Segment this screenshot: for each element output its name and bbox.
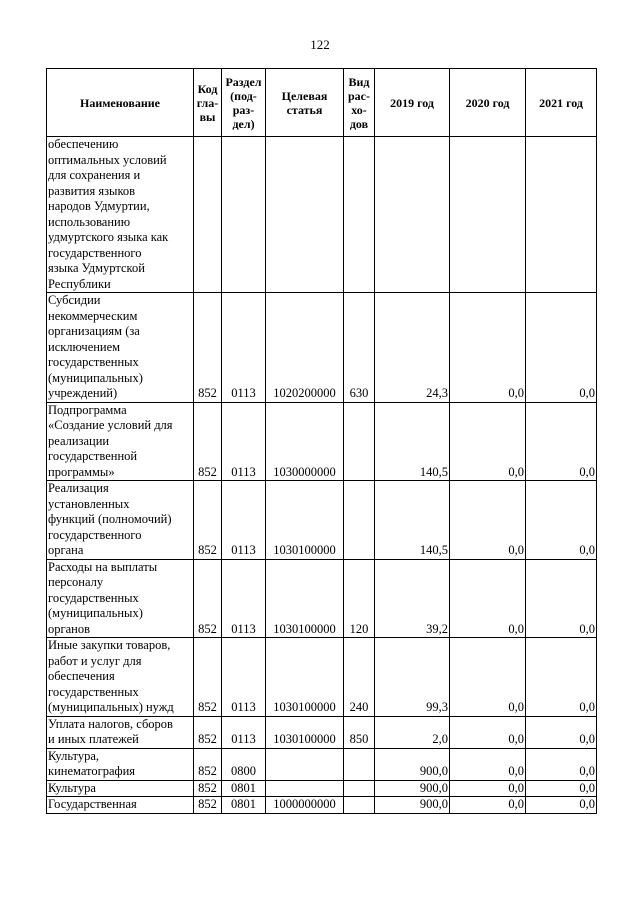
cell-chapter-code: 852 (194, 481, 222, 560)
cell-expense-type: 120 (344, 559, 375, 638)
cell-expense-type (344, 780, 375, 797)
cell-chapter-code: 852 (194, 716, 222, 748)
cell-2021: 0,0 (526, 780, 597, 797)
cell-2020: 0,0 (450, 402, 526, 481)
cell-2020: 0,0 (450, 559, 526, 638)
cell-chapter-code: 852 (194, 780, 222, 797)
cell-2021: 0,0 (526, 481, 597, 560)
header-section: Раздел (под- раз- дел) (222, 69, 266, 137)
header-target-article: Целевая статья (266, 69, 344, 137)
cell-2020: 0,0 (450, 481, 526, 560)
cell-section: 0801 (222, 797, 266, 814)
header-chapter-code: Код гла- вы (194, 69, 222, 137)
page-number: 122 (310, 37, 330, 52)
cell-2021: 0,0 (526, 716, 597, 748)
cell-section: 0113 (222, 638, 266, 717)
cell-name: обеспечению оптимальных условий для сохранения и развития языков народов Удмуртии, использованию удмуртского языка как государственного языка Удмуртской Республики (47, 137, 194, 293)
cell-section (222, 137, 266, 293)
header-name: Наименование (47, 69, 194, 137)
cell-2021: 0,0 (526, 748, 597, 780)
cell-target-article: 1030100000 (266, 716, 344, 748)
cell-chapter-code: 852 (194, 293, 222, 403)
cell-section: 0113 (222, 293, 266, 403)
cell-2021 (526, 137, 597, 293)
cell-2021: 0,0 (526, 797, 597, 814)
cell-name: Субсидии некоммерческим организациям (за исключением государственных (муниципальных) учреждений) (47, 293, 194, 403)
cell-name: Культура, кинематография (47, 748, 194, 780)
cell-section: 0800 (222, 748, 266, 780)
table-row (47, 559, 597, 638)
cell-2020: 0,0 (450, 293, 526, 403)
cell-section: 0801 (222, 780, 266, 797)
cell-2019: 140,5 (375, 402, 450, 481)
cell-chapter-code: 852 (194, 559, 222, 638)
cell-2021: 0,0 (526, 293, 597, 403)
cell-chapter-code: 852 (194, 797, 222, 814)
cell-target-article: 1030100000 (266, 638, 344, 717)
cell-2019: 39,2 (375, 559, 450, 638)
cell-2019: 900,0 (375, 748, 450, 780)
cell-expense-type (344, 481, 375, 560)
cell-expense-type (344, 797, 375, 814)
cell-chapter-code: 852 (194, 402, 222, 481)
cell-expense-type (344, 748, 375, 780)
cell-expense-type (344, 137, 375, 293)
cell-section: 0113 (222, 559, 266, 638)
cell-chapter-code: 852 (194, 748, 222, 780)
cell-2019 (375, 137, 450, 293)
cell-name: Уплата налогов, сборов и иных платежей (47, 716, 194, 748)
cell-expense-type: 630 (344, 293, 375, 403)
cell-2021: 0,0 (526, 638, 597, 717)
cell-section: 0113 (222, 481, 266, 560)
table-row (47, 748, 597, 780)
cell-name: Иные закупки товаров, работ и услуг для обеспечения государственных (муниципальных) нужд (47, 638, 194, 717)
cell-2020 (450, 137, 526, 293)
cell-section: 0113 (222, 402, 266, 481)
header-expense-type: Вид рас- хо- дов (344, 69, 375, 137)
cell-expense-type: 240 (344, 638, 375, 717)
cell-2019: 140,5 (375, 481, 450, 560)
cell-2020: 0,0 (450, 797, 526, 814)
table-row (47, 797, 597, 814)
cell-section: 0113 (222, 716, 266, 748)
table-row (47, 780, 597, 797)
cell-target-article (266, 748, 344, 780)
cell-name: Культура (47, 780, 194, 797)
table-row (47, 137, 597, 293)
cell-2020: 0,0 (450, 748, 526, 780)
cell-2019: 900,0 (375, 780, 450, 797)
header-year-2021: 2021 год (526, 69, 597, 137)
cell-2019: 900,0 (375, 797, 450, 814)
cell-2019: 99,3 (375, 638, 450, 717)
cell-target-article: 1030000000 (266, 402, 344, 481)
cell-expense-type: 850 (344, 716, 375, 748)
cell-2019: 24,3 (375, 293, 450, 403)
cell-name: Подпрограмма «Создание условий для реализации государственной программы» (47, 402, 194, 481)
cell-name: Расходы на выплаты персоналу государственных (муниципальных) органов (47, 559, 194, 638)
budget-table (46, 68, 597, 814)
table-row (47, 293, 597, 403)
cell-2019: 2,0 (375, 716, 450, 748)
header-year-2019: 2019 год (375, 69, 450, 137)
table-row (47, 716, 597, 748)
table-header-row (47, 69, 597, 137)
cell-target-article: 1030100000 (266, 481, 344, 560)
table-row (47, 638, 597, 717)
cell-2021: 0,0 (526, 402, 597, 481)
table-row (47, 402, 597, 481)
cell-name: Реализация установленных функций (полномочий) государственного органа (47, 481, 194, 560)
cell-2020: 0,0 (450, 780, 526, 797)
cell-target-article: 1030100000 (266, 559, 344, 638)
cell-target-article: 1000000000 (266, 797, 344, 814)
cell-chapter-code: 852 (194, 638, 222, 717)
cell-chapter-code (194, 137, 222, 293)
table-row (47, 481, 597, 560)
header-year-2020: 2020 год (450, 69, 526, 137)
cell-name: Государственная (47, 797, 194, 814)
cell-expense-type (344, 402, 375, 481)
cell-2021: 0,0 (526, 559, 597, 638)
cell-target-article (266, 780, 344, 797)
cell-2020: 0,0 (450, 716, 526, 748)
cell-2020: 0,0 (450, 638, 526, 717)
cell-target-article (266, 137, 344, 293)
cell-target-article: 1020200000 (266, 293, 344, 403)
